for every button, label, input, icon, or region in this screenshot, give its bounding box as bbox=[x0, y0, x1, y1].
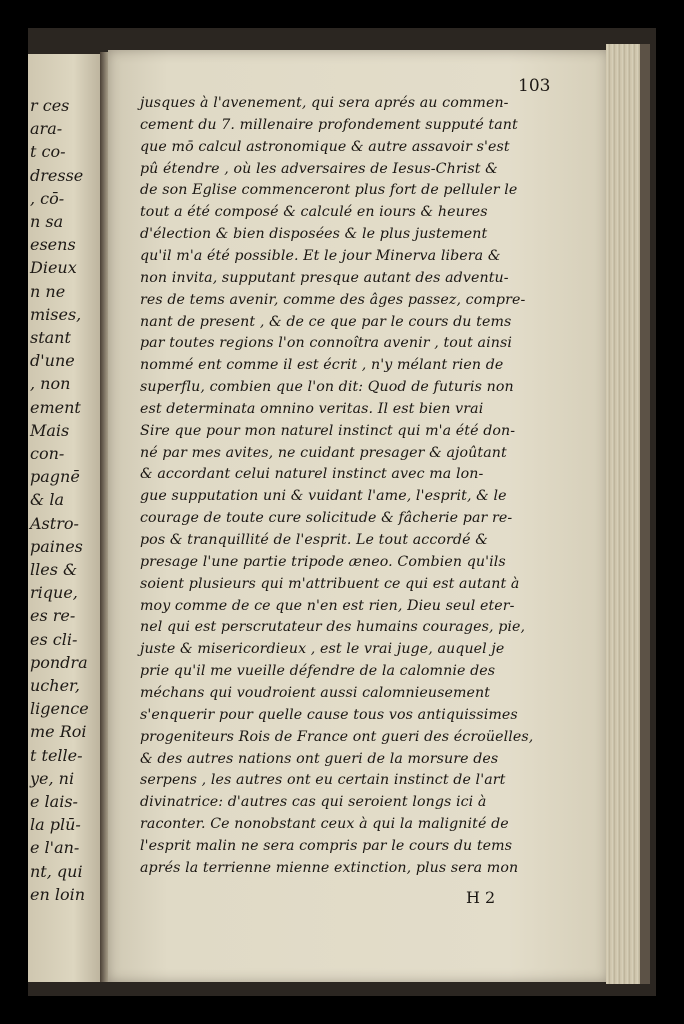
left-page-fragment: en loin bbox=[30, 884, 86, 904]
text-line: Sire que pour mon naturel instinct qui m'a été don- bbox=[140, 422, 516, 439]
text-line: presage l'une partie tripode æneo. Combien qu'ils bbox=[140, 553, 506, 570]
text-line: est determinata omnino veritas. Il est bien vrai bbox=[140, 400, 484, 417]
text-line: qu'il m'a été possible. Et le jour Minerva libera & bbox=[140, 247, 501, 264]
text-line: serpens , les autres ont eu certain instinct de l'art bbox=[140, 772, 506, 789]
left-page-fragment: Astro- bbox=[30, 513, 79, 533]
left-page-fragment: pondra bbox=[30, 652, 88, 672]
text-line: raconter. Ce nonobstant ceux à qui la malignité de bbox=[140, 816, 509, 833]
text-line: pû étendre , où les adversaires de Iesus-Christ & bbox=[140, 160, 498, 177]
text-line: gue supputation uni & vuidant l'ame, l'esprit, & le bbox=[140, 488, 507, 505]
text-line: prie qu'il me vueille défendre de la calomnie des bbox=[140, 663, 496, 680]
book-cover-edge bbox=[640, 44, 650, 984]
left-page-fragment: & la bbox=[30, 490, 64, 510]
left-page-fragment: rique, bbox=[30, 583, 78, 603]
left-page-fragment: me Roi bbox=[30, 722, 87, 742]
text-line: non invita, supputant presque autant des adventu- bbox=[140, 269, 509, 286]
left-page-fragment: t telle- bbox=[30, 745, 83, 765]
left-page-fragment: lles & bbox=[30, 560, 78, 579]
left-page-fragment: con- bbox=[30, 444, 65, 463]
left-page-fragment: Mais bbox=[30, 420, 70, 440]
left-page-fragment: ye, ni bbox=[30, 768, 75, 788]
left-page-fragment: , cō- bbox=[30, 188, 65, 208]
text-line: nant de present , & de ce que par le cours du tems bbox=[140, 313, 512, 330]
text-line: jusques à l'avenement, qui sera aprés au commen- bbox=[140, 95, 509, 111]
left-page-fragment: Dieux bbox=[30, 258, 77, 278]
left-page-fragment: , non bbox=[30, 374, 71, 394]
text-line: & accordant celui naturel instinct avec ma lon- bbox=[140, 466, 484, 483]
left-page-fragment: e l'an- bbox=[30, 838, 80, 858]
left-page-fragment: ligence bbox=[30, 699, 89, 719]
text-line: cement du 7. millenaire profondement supputé tant bbox=[140, 116, 518, 133]
text-line: moy comme de ce que n'en est rien, Dieu seul eter- bbox=[140, 597, 515, 614]
left-page-fragment: n ne bbox=[30, 281, 66, 301]
text-line: méchans qui voudroient aussi calomnieusement bbox=[140, 684, 491, 701]
text-line: nommé ent comme il est écrit , n'y mélant rien de bbox=[140, 357, 504, 374]
left-page-fragment: es re- bbox=[30, 606, 76, 626]
signature-mark: H 2 bbox=[466, 888, 496, 907]
left-page-fragment: la plū- bbox=[30, 815, 81, 835]
left-page-fragment: paines bbox=[30, 536, 83, 556]
text-line: d'élection & bien disposées & le plus justement bbox=[140, 226, 488, 243]
text-line: progeniteurs Rois de France ont gueri des écroüelles, bbox=[140, 728, 534, 745]
left-page-fragment: dresse bbox=[30, 165, 84, 185]
left-page-fragment: e lais- bbox=[30, 792, 78, 811]
text-line: que mō calcul astronomique & autre assavoir s'est bbox=[140, 138, 510, 155]
text-line: & des autres nations ont gueri de la morsure des bbox=[140, 750, 499, 767]
left-page-fragment: es cli- bbox=[30, 629, 78, 649]
text-line: soient plusieurs qui m'attribuent ce qui est autant à bbox=[140, 575, 520, 592]
left-page-fragment: nt, qui bbox=[30, 861, 83, 881]
left-page-fragment: ara- bbox=[30, 119, 63, 139]
left-page-fragment: stant bbox=[30, 328, 71, 347]
left-page-fragment: n sa bbox=[30, 212, 64, 231]
text-line: aprés la terrienne mienne extinction, plus sera mon bbox=[140, 859, 519, 876]
text-line: divinatrice: d'autres cas qui seroient longs ici à bbox=[140, 794, 487, 811]
text-line: superflu, combien que l'on dit: Quod de futuris non bbox=[140, 379, 514, 396]
text-line: né par mes avites, ne cuidant presager & ajoûtant bbox=[140, 444, 507, 461]
text-line: s'enquerir pour quelle cause tous vos antiquissimes bbox=[140, 706, 518, 723]
text-line: tout a été composé & calculé en iours & heures bbox=[140, 204, 488, 221]
left-page-fragment: ement bbox=[30, 397, 81, 417]
left-page-fragment: t co- bbox=[30, 142, 66, 162]
left-page-fragment: d'une bbox=[30, 351, 75, 371]
left-page bbox=[28, 54, 104, 982]
text-line: juste & misericordieux , est le vrai juge, auquel je bbox=[140, 641, 505, 658]
left-page-fragment: mises, bbox=[30, 304, 82, 324]
text-line: courage de toute cure solicitude & fâcherie par re- bbox=[140, 510, 513, 527]
left-page-fragment: ucher, bbox=[30, 676, 81, 695]
text-line: par toutes regions l'on connoîtra avenir , tout ainsi bbox=[140, 335, 512, 352]
text-line: l'esprit malin ne sera compris par le cours du tems bbox=[140, 837, 513, 854]
page-number: 103 bbox=[518, 76, 551, 96]
text-line: nel qui est perscrutateur des humains courages, pie, bbox=[140, 619, 526, 636]
text-line: res de tems avenir, comme des âges passez, compre- bbox=[140, 291, 526, 308]
text-line: de son Eglise commenceront plus fort de pelluler le bbox=[140, 182, 518, 199]
left-page-fragment: r ces bbox=[30, 96, 70, 115]
left-page-fragment: pagnē bbox=[30, 467, 80, 487]
text-line: pos & tranquillité de l'esprit. Le tout accordé & bbox=[140, 532, 488, 548]
left-page-fragment: esens bbox=[30, 235, 76, 255]
